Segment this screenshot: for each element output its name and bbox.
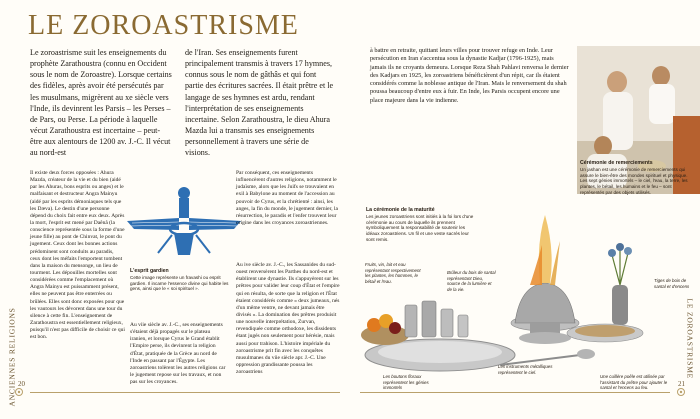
footer-rule-left [30, 392, 340, 393]
thanks-caption-title: Cérémonie de remerciements [580, 160, 653, 166]
col3-body-text: Par conséquent, ces enseignements influencèrent d'autres religions, notamment le judaïsme, alors que les Juifs se trouvaient en exil à Babylone au moment de l'accession au pouvoir de Cyrus, et la chrétienté : ainsi, les anges, la fin du monde, le jugement dernier, la résurrection, le paradis et l'enfer trouvent leur origine dans les croyances zoroastriennes. [236, 170, 338, 226]
label-fruits: Fruits, vin, lait et eau représentant respectivement les plantes, les hommes, le bétail et l'eau. [365, 262, 421, 284]
page-number-right: 21 [678, 380, 685, 388]
page-title: LE ZOROASTRISME [28, 10, 299, 41]
maturity-caption-text: Les jeunes zoroastriens sont initiés à la foi lors d'une cérémonie au cours de laquelle ils prennent symboliquement la responsabilité de soutenir les idéaux zoroastriens. Un fil et une veste sacrés leur sont remis. [366, 213, 474, 243]
label-brazier: Brûleur du bois de santal représentant Dieu, source de la lumière et de la vie. [447, 270, 496, 292]
ornament-icon [14, 387, 24, 397]
col2-body-text: Au viie siècle av. J.-C., ses enseignements s'étaient déjà propagés sur le plateau iranien, et lorsque Cyrus le Grand établit l'Empire perse, ils devinrent la religion d'État, pratiquée de la Grèce au nord de l'Inde en passant par l'Égypte. Les zoroastriens tolèrent les autres religions car le jugement repose sur les travaux, et non pas sur les croyances. [130, 322, 226, 386]
running-head-right: LE ZOROASTRISME [685, 298, 695, 380]
faravahar-icon [122, 183, 246, 265]
thanks-caption-text: Un jashan est une cérémonie de remerciements qui assure le bien-être des mondes spirituel et physique. Les sept génies immortels – le ciel, l'eau, la terre, les plantes, le bétail, les humains et le feu – sont représentés par des objets utilisés. [580, 166, 688, 196]
label-spoon: Une cuillère poêle est utilisée par l'assistant du prêtre pour ajouter le santal et l'encens au feu. [600, 374, 668, 390]
col1-body-text: Il existe deux forces opposées : Ahura Mazda, créateur de la vie et du bien (aidé par les Ahuras, bons esprits ou anges) et le malfaisant et destructeur Angra Mainyu (aidé par les esprits démoniaques tels que les Dæva). Le destin d'une personne dépend du choix fait entre eux deux. Après la mort, l'esprit est mené par Daênâ (la conscience représentée sous la forme d'une jeune fille) au pont de Chinvat, le pont du jugement. Ceux dont les bonnes actions prédominent sont conduits au paradis, ceux dont les méfaits l'emportent tombent dans la maison du mensonge, un lieu de tourment. Les dépouilles mortelles sont considérées comme l'emplacement où Angra Mainyu est puissamment présent, elles ne peuvent pas être enterrées ou brûlées. Elles sont donc exposées pour que les vautours les dévorent dans une tour du silence à cette fin. L'enseignement de Zarathoustra est essentiellement religieux, puisqu'il n'est pas difficile de choisir ce qui est bon. [30, 170, 125, 341]
ornament-icon [676, 387, 686, 397]
intro-col-2: de l'Iran. Ses enseignements furent principalement transmis à travers 17 hymnes, connus sous le nom de gâthâs et qui font partie des écritures sacrées. Il était prêtre et le langage de ses hymnes est ardu, rendant l'interprétation de ses enseignements incertaine. Selon Zarathoustra, le dieu Ahura Mazda lui a transmis ses enseignements personnellement à travers une série de visions. [185, 48, 334, 158]
label-stalks: Tiges de bois de santal et d'encens [654, 278, 690, 289]
spirit-caption [130, 268, 230, 292]
col3-top-text: à battre en retraite, quittant leurs villes pour trouver refuge en Inde. Leur persécution en Iran s'accentua sous la dynastie Kadjar (1796-1925), mais jamais ils ne croyants demeura. Lorsque Reza Shah Pahlavi renversa le dernier des Kadjars en 1925, les zoroastriens bénéficièrent d'un répit, car ils étaient considérés comme la noblesse antique de l'Iran. Mais le renversement du shah poussa beaucoup d'entre eux à fuir. En Inde, les Parsis occupent encore une place majeure dans la vie indienne. [370, 47, 569, 104]
thanks-caption [580, 160, 692, 196]
label-flowers: Les boutons floraux représentent les génies immortels [383, 374, 429, 390]
footer-rule-right [360, 392, 670, 393]
label-metal: Les instruments métalliques représentent le ciel. [498, 364, 553, 375]
spirit-caption-title: L'esprit gardien [130, 268, 169, 274]
ritual-objects-illustration [350, 205, 650, 385]
running-head-left: ANCIENNES RELIGIONS [7, 307, 17, 407]
col3-body-text-b: Au ive siècle av. J.-C., les Sassanides du sud-ouest renversèrent les Parthes du nord-est et établirent une dynastie. Ils s'appuyèrent sur les prêtres pour valider leur coup d'État et l'empire qui en résulta, de sorte que la religion et l'État étaient considérés comme « deux jumeaux, nés d'un même ventre, ne devant jamais être divisés ». La domination des prêtres produisit une nouvelle interprétation, Zurvan, revendiquée comme orthodoxe, les dissidents étant jugés non seulement pour hérésie, mais aussi pour trahison. L'histoire impériale du zoroastrisme prit fin avec les conquêtes musulmanes du viie siècle apr. J.-C. Une oppression grandissante poussa les zoroastriens [236, 262, 340, 376]
fire-urn-icon [511, 215, 579, 344]
spirit-caption-text: Cette image représente un fravashi ou esprit gardien. Il incarne l'essence divine qui habite les gens, ainsi que le « soi spirituel ». [130, 274, 229, 292]
maturity-caption-title: La cérémonie de la maturité [366, 207, 435, 213]
intro-col-1: Le zoroastrisme suit les enseignements du prophète Zarathoustra (connu en Occident sous le nom de Zoroastre). Lorsque certains des fidèles, après avoir été persécutés par les musulmans, migrèrent au xe siècle vers l'Inde, ils devinrent les Parsis – les Perses – de Pars, ou Perse. La période à laquelle vécut Zarathoustra est incertaine – peut-être aux alentours de 1200 av. J.-C. Il vécut au nord-est [30, 48, 172, 158]
page-number-left: 20 [18, 380, 25, 388]
